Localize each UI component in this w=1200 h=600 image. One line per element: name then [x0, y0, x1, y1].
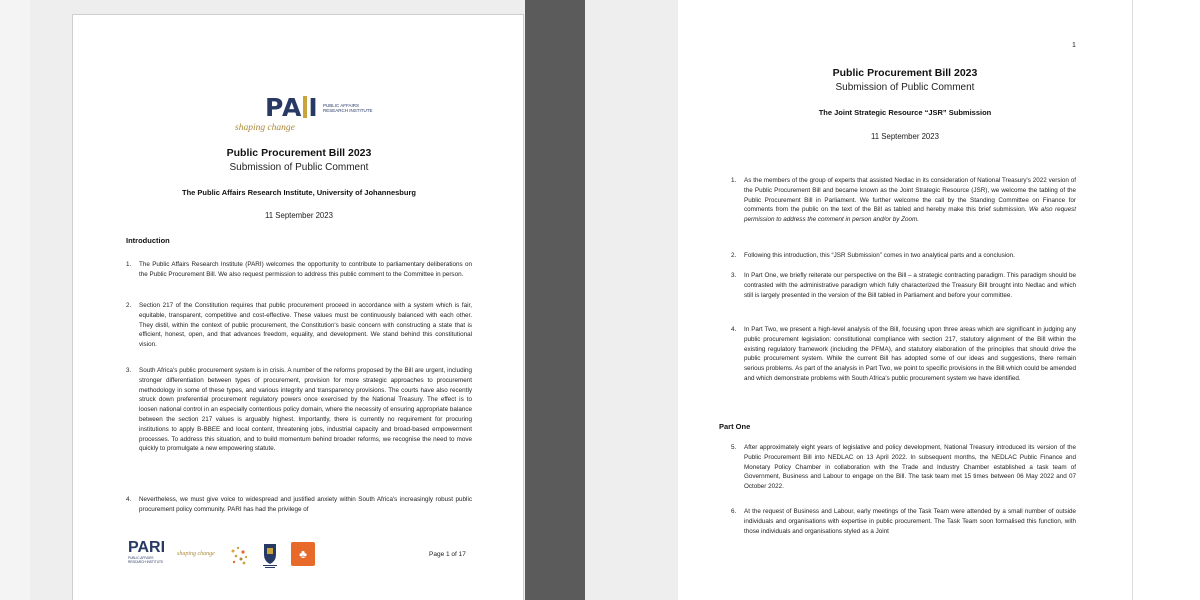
partner-dots-icon: [229, 545, 251, 567]
page-subtitle: Submission of Public Comment: [835, 82, 975, 93]
paragraph: 1. The Public Affairs Research Institute (PARI) welcomes the opportunity to contribute to parliamentary deliberations on the Public Procurement Bill. We also request permission to address this public comment to the Committee in person.: [126, 261, 472, 278]
paragraph: 1. As the members of the group of experts that assisted Nedlac in its consideration of National Treasury's 2022 version of the Public Procurement Bill and became known as the Joint Strategic Resource (JSR), we welcome the tabling of the Public Procurement Bill in Parliament. We further welcome the call by the Standing Committee on Finance for comments from the public on the text of the Bill as tabled and hereby make this brief submission. We also request permission to address the comment in person and/or by Zoom.: [731, 177, 1077, 224]
page-number: 1: [1072, 42, 1076, 49]
page-subtitle: Submission of Public Comment: [229, 162, 369, 173]
university-crest-icon: [261, 541, 279, 569]
paragraph: 2. Section 217 of the Constitution requires that public procurement proceed in accordance with a system which is fair, equitable, transparent, competitive and cost-effective. These values must be continuously balanced with each other. They distil, within the context of public procurement, the Constitution's basic concern with constructing a state that is efficient, honest, open, and that advances freedom, equality, and development. We stand behind this constitutional vision.: [126, 302, 472, 349]
footer-tagline: shaping change: [177, 551, 215, 557]
submission-date: 11 September 2023: [871, 132, 939, 141]
pari-logo: [235, 87, 375, 137]
section-heading: Part One: [719, 422, 751, 431]
partner-badge-icon: ♣: [291, 542, 315, 566]
submission-date: 11 September 2023: [265, 211, 333, 220]
section-heading: Introduction: [126, 236, 170, 245]
page-gap: [525, 0, 585, 600]
right-gutter: [1132, 0, 1200, 600]
paragraph: 2. Following this introduction, this “JSR Submission” comes in two analytical parts and a conclusion.: [731, 252, 1015, 259]
paragraph: 4. In Part Two, we present a high-level analysis of the Bill, focusing upon three areas which are significant in judging any public procurement legislation: constitutional compliance with section 217, statutory alignment of the Bill within the existing regulatory framework (including the PFMA), and statutory elaboration of the principles that should drive the public procurement system. While the current Bill has adopted some of our ideas and suggestions, there remain serious problems. As part of the analysis in Part Two, we point to specific provisions in the Bill which could be amended and which demonstrate problems with South Africa's public procurement system we have identified.: [731, 326, 1076, 382]
paragraph: 3. In Part One, we briefly reiterate our perspective on the Bill – a strategic contracting paradigm. This paradigm should be contrasted with the administrative paradigm which fully characterized the Treasury Bill brought into Nedlac and which still is largely presented in the version of the Bill tabled in Parliament and before your committee.: [731, 272, 1076, 299]
paragraph: 5. After approximately eight years of legislative and policy development, National Treasury introduced its version of the Public Procurement Bill into NEDLAC on 13 April 2022. In subsequent months, the NEDLAC Public Finance and Monetary Policy Chamber in collaboration with the Trade and Industry Chamber established a task team of Government, Business and Labour to engage on the Bill. The task team met 15 times between 06 May 2022 and 07 October 2022.: [731, 444, 1076, 491]
paragraph: 4. Nevertheless, we must give voice to widespread and justified anxiety within South Africa's increasingly robust public procurement policy community. PARI has had the privilege of: [126, 496, 472, 513]
page-title: Public Procurement Bill 2023: [226, 147, 372, 159]
logo-subtitle: PUBLIC AFFAIRS RESEARCH INSTITUTE: [323, 103, 373, 113]
footer-pari-logo: PARI PUBLIC AFFAIRS RESEARCH INSTITUTE: [128, 539, 166, 564]
document-page-1: [72, 14, 524, 600]
author-organisation: The Public Affairs Research Institute, University of Johannesburg: [182, 188, 416, 197]
page-title: Public Procurement Bill 2023: [832, 67, 978, 79]
page-number-label: Page 1 of 17: [429, 551, 466, 558]
paragraph: 3. South Africa's public procurement system is in crisis. A number of the reforms proposed by the Bill are urgent, including stronger differentiation between types of procurement, provision for more strategic approaches to procurement methodology in some of these types, and various integrity and transparency provisions. The courts have also recently struck down preferential procurement regulatory powers once exercised by the National Treasury. The effect is to loosen national control in an especially contentious policy domain, where the necessity of ensuring appropriate balance between the section 217 values is arguably highest. Importantly, there is currently no requirement for procuring institutions to apply B-BBEE and local content, threatening jobs, industrial capacity and broad-based empowerment processes. To address this situation, and to build momentum behind broader reforms, we recognise the need to move quickly to promulgate a new empowering statute.: [126, 367, 472, 453]
document-page-2: [678, 0, 1132, 600]
logo-tagline: shaping change: [235, 123, 295, 133]
logo-mark: PA I: [265, 93, 319, 122]
paragraph: 6. At the request of Business and Labour, early meetings of the Task Team were attended by a small number of outside individuals and organisations with expertise in public procurement. The Task Team soon formalised this function, with those individuals and organisations styled as a Joint: [731, 508, 1076, 535]
left-gutter: [0, 0, 30, 600]
author-organisation: The Joint Strategic Resource “JSR” Submission: [818, 108, 992, 117]
